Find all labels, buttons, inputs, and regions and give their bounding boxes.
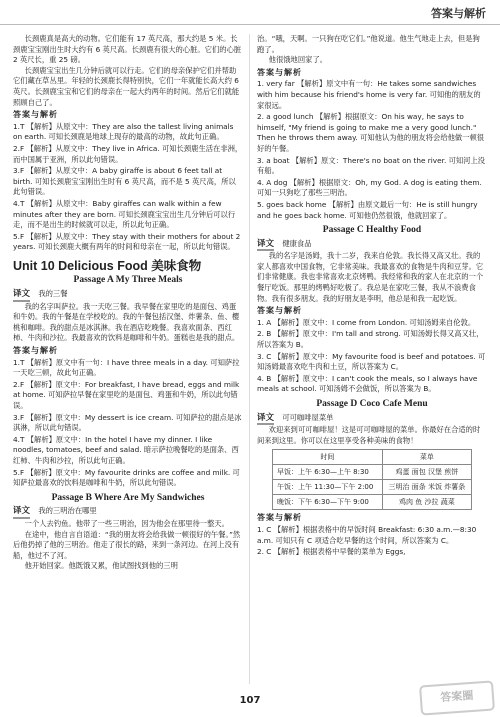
column-divider <box>249 34 250 684</box>
translation-label: 译文 <box>13 289 30 302</box>
translation-label: 译文 <box>257 413 274 426</box>
answers-heading <box>13 110 243 121</box>
menu-food-cell: 三明治 面条 米饭 炸薯条 <box>382 480 471 495</box>
answer-item: 2. a good lunch 【解析】根据原文：On his way, he says to himself, "My friend is going to make me a very good lunch." Then he throws them away. 可知他认为他的朋友将会给他做一顿很好的午餐。 <box>257 112 485 153</box>
translation-a-text: 我的名字叫萨拉。我一天吃三餐。我早餐在家里吃的是面包、鸡蛋和牛奶。我的午餐是在学校吃的。我的午餐包括汉堡、炸薯条、鱼、樱桃和咖啡。我的甜点是冰淇淋。我在酒店吃晚餐。我喜欢面条、西红柿、牛肉和沙拉。我最喜欢的饮料是咖啡和牛奶。蛋糕也是我的甜点。 <box>13 301 240 343</box>
menu-food-cell: 鸡蛋 面包 汉堡 煎饼 <box>382 465 471 480</box>
watermark-stamp: 答案圈 <box>419 680 495 715</box>
passage-a-title: Passage A My Three Meals <box>73 275 183 286</box>
translation-title: 健康食品 <box>282 238 312 248</box>
page-number: 107 <box>239 695 261 706</box>
translation-d-heading <box>257 413 487 426</box>
answer-item: 1. C 【解析】根据表格中的早饭时间 Breakfast: 6:30 a.m.—8:30 a.m. 可知只有 C 项适合吃早餐的这个时间，所以答案为 C。 <box>257 524 477 545</box>
answers-heading-text: 答案与解析 <box>13 110 58 120</box>
translation-title: 可可咖啡屋菜单 <box>282 412 334 422</box>
translation-b-end: 他很饿地回家了。 <box>268 55 328 65</box>
passage-c-title: Passage C Healthy Food <box>322 225 422 236</box>
intro-paragraph: 长颈鹿宝宝出生几分钟后就可以行走。它们的母亲保护它们并帮助它们藏在草丛里。年轻的长颈鹿长得特别快，它们一年就能长高大约 6 英尺。长颈鹿宝宝和它们的母亲在一起大约两年的时间。然后它们就能照顾自己了。 <box>13 65 240 107</box>
translation-b-text: 他开始回家。他既饿又累，他试图找到他的三明 <box>24 561 178 571</box>
answer-item: 4. A dog 【解析】根据原文：Oh, my God. A dog is eating them. 可知一只狗吃了那些三明治。 <box>257 177 482 198</box>
answer-item: 4.T 【解析】从原文中：Baby giraffes can walk within a few minutes after they are born. 可知长颈鹿宝宝出生几分钟后可以行走，而不是出生的时候就可以走，所以此句正确。 <box>13 198 236 230</box>
table-row <box>273 495 472 510</box>
answers-heading-text: 答案与解析 <box>257 306 302 316</box>
page-header <box>0 0 500 25</box>
menu-time-cell: 早饭：上午 6:30—上午 8:30 <box>273 465 383 480</box>
intro-paragraph: 长颈鹿真是高大的动物。它们能有 17 英尺高，那大约是 5 米。长颈鹿宝宝刚出生时大约有 6 英尺高。长颈鹿有很大的心脏。它们的心脏 2 英尺长，重 25 磅。 <box>13 34 242 65</box>
answer-item: 2.F 【解析】从原文中：They live in Africa. 可知长颈鹿生活在非洲，而中国属于亚洲，所以此句错误。 <box>13 143 243 164</box>
answer-item: 5. goes back home 【解析】由原文最后一句：He is still hungry and he goes back home. 可知他仍然很饿，他就回家了。 <box>257 199 478 220</box>
translation-b-continued: 治。“哦，天啊。一只狗在吃它们。”他说道。他生气地走上去，但是狗跑了。 <box>257 34 480 54</box>
answer-item: 5.F 【解析】原文中：My favourite drinks are coffee and milk. 可知萨拉最喜欢的饮料是咖啡和牛奶，所以此句错误。 <box>13 467 240 488</box>
menu-time-cell: 午饭：上午 11:30—下午 2:00 <box>273 480 383 495</box>
answer-item: 1.T 【解析】原文中有一句：I have three meals in a day. 可知萨拉一天吃三顿，故此句正确。 <box>13 357 240 378</box>
answer-item: 2. C 【解析】根据表格中早餐的菜单为 Eggs, <box>257 547 406 557</box>
passage-d-title: Passage D Coco Cafe Menu <box>316 399 428 409</box>
menu-table <box>272 449 472 510</box>
menu-time-cell: 晚饭：下午 6:30—下午 9:00 <box>273 495 383 510</box>
answer-item: 1. A 【解析】原文中：I come from London. 可知汤姆来自伦敦。 <box>257 317 476 327</box>
table-row <box>273 480 472 495</box>
translation-a-heading <box>13 289 243 302</box>
unit-title: Unit 10 Delicious Food 美味食物 <box>13 258 202 273</box>
passage-b-title: Passage B Where Are My Sandwiches <box>51 492 205 503</box>
translation-b-text: 在途中，他自言自语道：“我的朋友将会给我做一顿很好的午餐。”然后他扔掉了他的三明治。他走了很长的路，来到一条河边。在河上没有船，他过不了河。 <box>13 529 241 560</box>
answers-heading-text: 答案与解析 <box>13 346 58 356</box>
answer-item: 2.F 【解析】原文中：For breakfast, I have bread, eggs and milk at home. 可知萨拉早餐在家里吃的是面包、鸡蛋和牛奶，所以此句错误。 <box>13 379 240 410</box>
answer-item: 5.F 【解析】从原文中：They stay with their mothers for about 2 years. 可知长颈鹿大概有两年的时间和母亲在一起，所以此句错误。 <box>13 231 241 252</box>
menu-food-cell: 鸡肉 鱼 沙拉 蔬菜 <box>382 495 471 510</box>
answer-item: 3.F 【解析】从原文中：A baby giraffe is about 6 feet tall at birth. 可知长颈鹿宝宝刚出生时有 6 英尺高，而不是 5 英尺高，所以此句错误。 <box>13 166 236 197</box>
translation-d-text: 欢迎来到可可咖啡屋！这是可可咖啡屋的菜单。你最好在合适的时间来到这里。你可以在这里享受各种美味的食物！ <box>257 425 481 445</box>
translation-c-heading <box>257 239 487 252</box>
answer-item: 3. a boat 【解析】原文：There's no boat on the river. 可知河上没有船。 <box>257 155 486 176</box>
answer-item: 2. B 【解析】原文中：I'm tall and strong. 可知汤姆长得又高又壮，所以答案为 B。 <box>257 329 484 350</box>
answer-item: 4.T 【解析】原文中：In the hotel I have my dinner. I like noodles, tomatoes, beef and salad. 暗示萨拉晚餐吃的是面条、西红柿、牛肉和沙拉，所以此句正确。 <box>13 434 239 465</box>
answer-item: 3.F 【解析】原文中：My dessert is ice cream. 可知萨拉的甜点是冰淇淋，所以此句错误。 <box>13 412 242 433</box>
answers-heading <box>13 346 243 357</box>
left-column <box>13 34 243 572</box>
translation-label: 译文 <box>257 239 274 252</box>
answers-heading <box>257 513 487 524</box>
right-column <box>257 34 487 559</box>
translation-b-text: 一个人去钓鱼。他带了一些三明治，因为他会在那里待一整天。 <box>24 518 229 528</box>
answers-heading <box>257 68 487 79</box>
answer-item: 1. very far 【解析】原文中有一句：He takes some sandwiches with him because his friend's home is very far. 可知他的朋友的家很远。 <box>257 79 481 110</box>
table-row <box>273 465 472 480</box>
translation-title: 我的三明治在哪里 <box>38 506 97 516</box>
answer-item: 1.T 【解析】从原文中：They are also the tallest living animals on earth. 可知长颈鹿是地球上现存的最高的动物，故此句正确。 <box>13 121 234 142</box>
translation-b-heading <box>13 506 243 519</box>
menu-header-food: 菜单 <box>382 450 471 465</box>
menu-header-time: 时间 <box>273 450 383 465</box>
menu-header-row <box>273 450 472 465</box>
answers-heading <box>257 306 487 317</box>
translation-title: 我的三餐 <box>38 289 68 299</box>
translation-label: 译文 <box>13 506 30 519</box>
translation-c-text: 我的名字是汤姆，我十二岁，我来自伦敦。我长得又高又壮。我的家人都喜欢中国食物，它非常美味。我最喜欢的食物是牛肉和豆芽。它们非常健康。我也非常喜欢北京烤鸭。我经常和我的家人在北京的一个餐厅吃饭。那里的烤鸭好吃极了。我总是在家吃三餐，我从不浪费食物。我有很多朋友。我的好朋友是李明，他总是和我一起吃饭。 <box>257 251 484 303</box>
answers-heading-text: 答案与解析 <box>257 67 302 77</box>
answers-heading-text: 答案与解析 <box>257 513 302 523</box>
header-title: 答案与解析 <box>431 7 486 20</box>
answer-item: 4. B 【解析】原文中：I can't cook the meals, so I always have meals at school. 可知汤姆不会做饭，所以答案为 B。 <box>257 373 478 394</box>
answer-item: 3. C 【解析】原文中：My favourite food is beef and potatoes. 可知汤姆最喜欢吃牛肉和土豆，所以答案为 C。 <box>257 351 486 372</box>
